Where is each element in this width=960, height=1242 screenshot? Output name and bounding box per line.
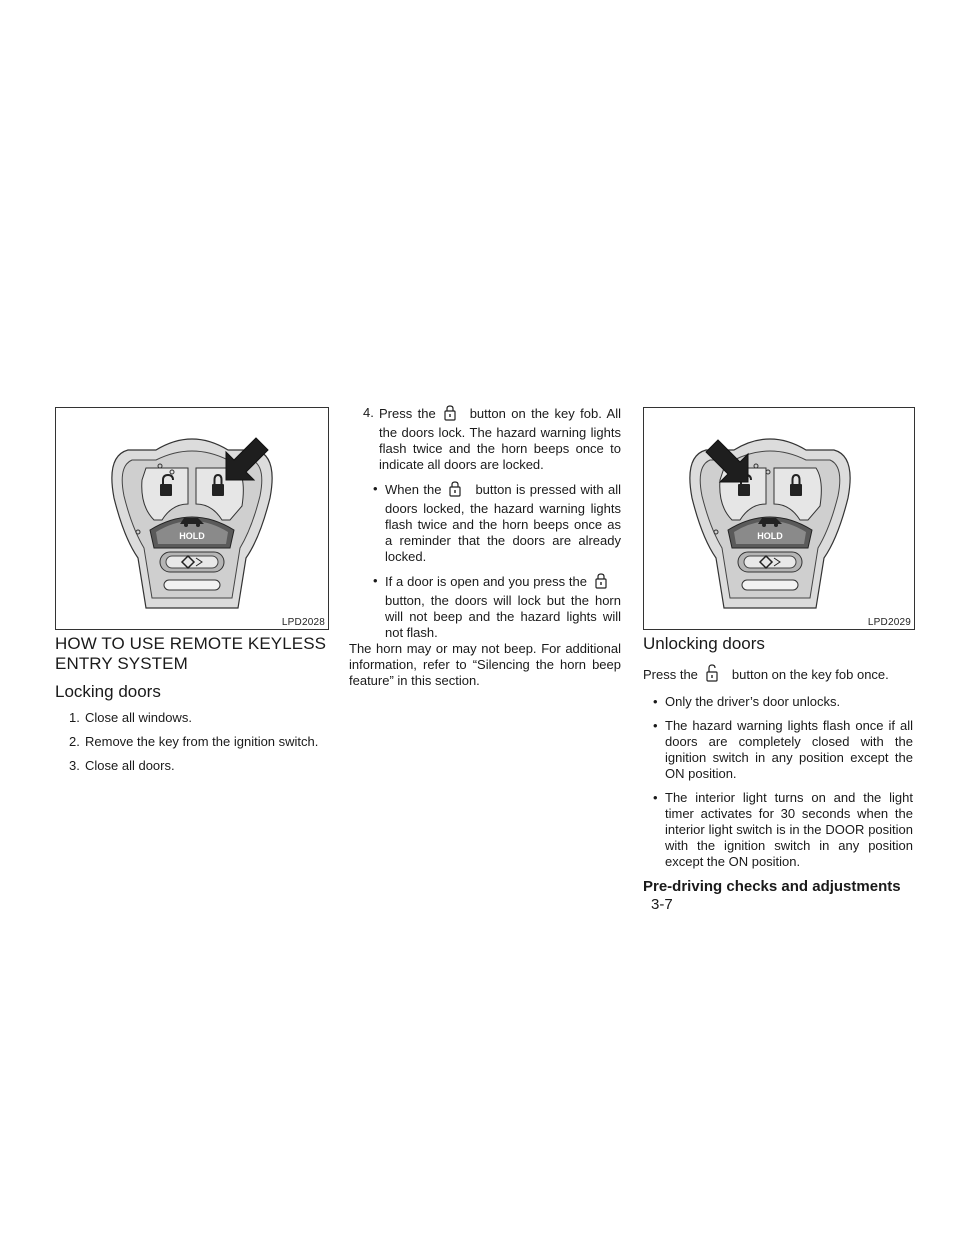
list-item: 2. Remove the key from the ignition switch.: [69, 734, 319, 749]
list-item: • When the button is pressed with all doors locked, the hazard warning lights flash twice and the horn beeps once as a reminder that the doors are already locked.: [373, 481, 621, 564]
list-item: 3. Close all doors.: [69, 758, 175, 773]
lock-button-icon: [595, 573, 607, 593]
key-fob-illustration: [644, 408, 914, 629]
key-fob-illustration: [56, 408, 328, 629]
list-item: 1. Close all windows.: [69, 710, 192, 725]
chapter-title: Pre-driving checks and adjustments: [643, 878, 901, 895]
figure-key-fob-lock: [55, 407, 329, 630]
figure-code: LPD2029: [867, 617, 911, 628]
page-number: 3-7: [651, 896, 673, 913]
unlock-intro: Press the button on the key fob once.: [643, 664, 913, 686]
lock-button-icon: [449, 481, 461, 501]
page-footer: [643, 878, 913, 914]
list-item: • If a door is open and you press thebutton, the doors will lock but the horn will not beep and the hazard lights will not flash.: [373, 573, 621, 640]
unlock-notes: [643, 694, 913, 870]
horn-note: The horn may or may not beep. For additional information, refer to “Silencing the horn beep feature” in this section.: [349, 641, 621, 688]
unlock-button-icon: [706, 664, 718, 686]
hold-label: HOLD: [757, 531, 783, 541]
right-column: [643, 634, 913, 870]
section-title: HOW TO USE REMOTE KEYLESS ENTRY SYSTEM: [55, 634, 327, 673]
step-4-notes: [349, 481, 621, 641]
left-column: [55, 634, 327, 774]
locking-doors-heading: Locking doors: [55, 682, 161, 701]
list-item: • The hazard warning lights flash once if all doors are completely closed with the ignition switch in any position except the ON position.: [653, 718, 913, 781]
locking-step-4: [349, 405, 621, 473]
middle-column: [349, 405, 621, 689]
list-item: • Only the driver’s door unlocks.: [653, 694, 841, 709]
list-item: • The interior light turns on and the light timer activates for 30 seconds when the interior light switch is in the DOOR position with the ignition switch in any position except the ON position.: [653, 790, 913, 869]
figure-code: LPD2028: [281, 617, 325, 628]
lock-button-icon: [444, 405, 456, 425]
unlocking-doors-heading: Unlocking doors: [643, 634, 765, 653]
hold-label: HOLD: [179, 531, 205, 541]
list-item: 4. Press the button on the key fob. All the doors lock. The hazard warning lights flash twice and the horn beeps once to indicate all doors are locked.: [363, 405, 621, 472]
locking-steps: [55, 710, 327, 774]
figure-key-fob-unlock: [643, 407, 915, 630]
